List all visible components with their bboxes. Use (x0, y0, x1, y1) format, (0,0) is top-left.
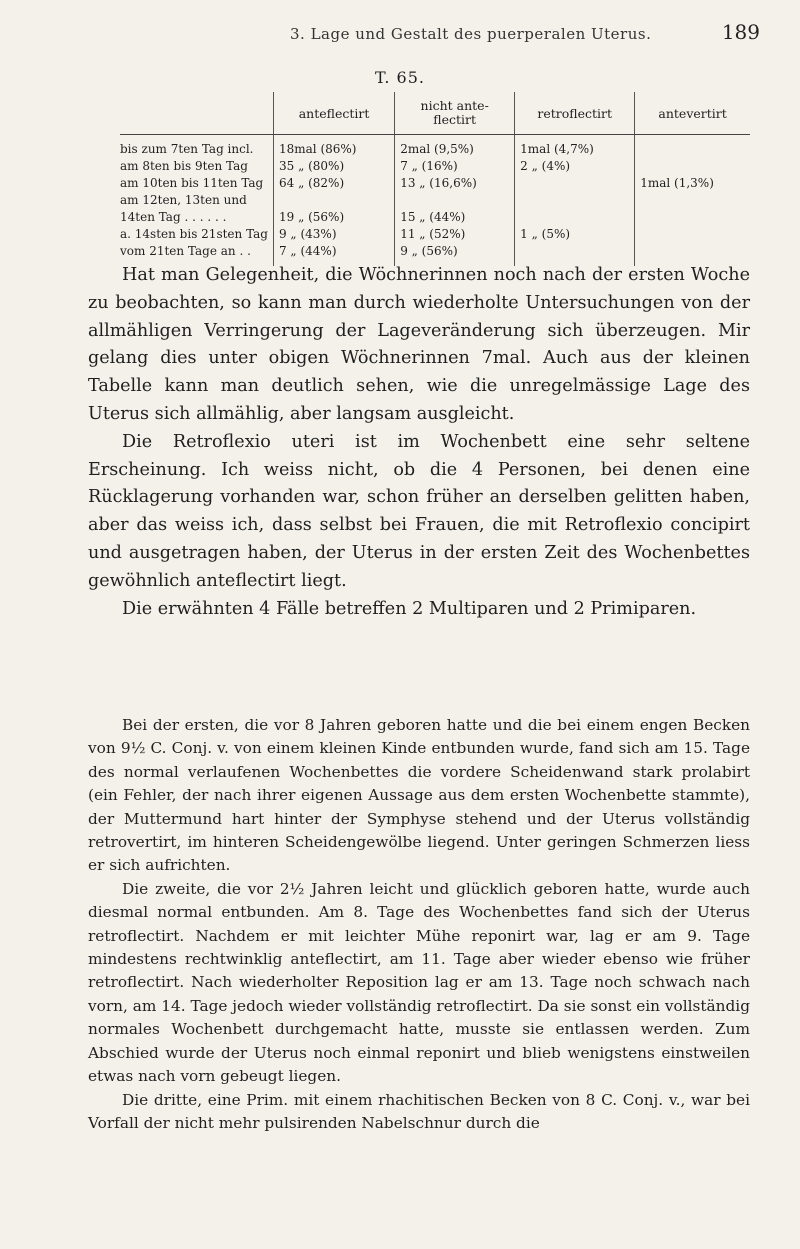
row-label: a. 14sten bis 21sten Tag (120, 227, 268, 241)
row-labels-cell (120, 135, 273, 267)
antevertirt-cell (635, 135, 750, 267)
retroflectirt-cell (515, 135, 635, 267)
table-value: 13 „ (16,6%) (400, 176, 477, 190)
col-header-nicht-anteflectirt: nicht ante- flectirt (395, 92, 515, 135)
table-body-row (120, 135, 750, 267)
row-label: vom 21ten Tage an . . (120, 244, 251, 258)
table-value: 1 „ (5%) (520, 227, 571, 241)
table-value: 1mal (4,7%) (520, 142, 594, 156)
table-value: 1mal (1,3%) (640, 176, 714, 190)
table-value: 9 „ (43%) (278, 227, 337, 241)
page-number: 189 (721, 20, 760, 44)
table-value: 15 „ (44%) (400, 210, 466, 224)
col-header-anteflectirt: anteflectirt (273, 92, 394, 135)
table-header-row (120, 92, 750, 135)
paragraph: Die erwähnten 4 Fälle betreffen 2 Multiparen und 2 Primiparen. (122, 598, 697, 619)
table-value: 64 „ (82%) (278, 176, 345, 190)
running-title: 3. Lage und Gestalt des puerperalen Uterus. (290, 25, 652, 43)
running-head (120, 20, 760, 44)
nicht-anteflectirt-cell (395, 135, 515, 267)
table-value: 35 „ (80%) (278, 159, 345, 173)
anteflectirt-cell (273, 135, 394, 267)
case-paragraph: Die dritte, eine Prim. mit einem rhachitischen Becken von 8 C. Conj. v., war bei Vorfall der nicht mehr pulsirenden Nabelschnur durch die (88, 1090, 750, 1132)
paragraph: Die Retroflexio uteri ist im Wochenbett eine sehr seltene Erscheinung. Ich weiss nicht, ob die 4 Personen, bei denen eine Rücklagerung vorhanden war, schon früher an derselben gelitten haben, aber das weiss ich, dass selbst bei Frauen, die mit Retroflexio concipirt und ausgetragen haben, der Uterus in der ersten Zeit des Wochenbettes gewöhnlich anteflectirt liegt. (88, 431, 750, 591)
table-value: 2 „ (4%) (520, 159, 571, 173)
case-descriptions (88, 714, 750, 1135)
row-label: am 10ten bis 11ten Tag (120, 176, 264, 190)
case-paragraph: Bei der ersten, die vor 8 Jahren geboren hatte und die bei einem engen Becken von 9½ C. Conj. v. von einem kleinen Kinde entbunden wurde, fand sich am 15. Tage des normal verlaufenen Wochenbettes die vordere Scheidenwand stark prolabirt (ein Fehler, der nach ihrer eigenen Aussage aus dem ersten Wochenbette stammte), der Muttermund hart hinter der Symphyse stehend und der Uterus vollständig retrovertirt, im hinteren Scheidengewölbe liegend. Unter geringen Schmerzen liess er sich aufrichten. (88, 716, 750, 875)
table-value: 18mal (86%) (278, 142, 357, 156)
case-paragraph: Die zweite, die vor 2½ Jahren leicht und glücklich geboren hatte, wurde auch diesmal normal entbunden. Am 8. Tage des Wochenbettes fand sich der Uterus retroflectirt. Nachdem er mit leichter Mühe reponirt war, lag er am 9. Tage mindestens rechtwinklig anteflectirt, am 11. Tage aber wieder ebenso wie früher retroflectirt. Nach wiederholter Reposition lag er am 13. Tage noch schwach nach vorn, am 14. Tage jedoch wieder vollständig retroflectirt. Da sie sonst ein vollständig normales Wochenbett durchgemacht hatte, musste sie entlassen werden. Zum Abschied wurde der Uterus noch einmal reponirt und blieb wenigstens einstweilen etwas nach vorn gebeugt liegen. (88, 879, 750, 1086)
table-value: 2mal (9,5%) (400, 142, 474, 156)
row-label: bis zum 7ten Tag incl. (120, 142, 254, 156)
table-value: 11 „ (52%) (400, 227, 466, 241)
data-table (120, 92, 750, 266)
table-value: 7 „ (44%) (278, 244, 337, 258)
header-blank (120, 92, 273, 135)
col-header-antevertirt: antevertirt (635, 92, 750, 135)
table-caption: T. 65. (375, 68, 425, 87)
row-label: am 8ten bis 9ten Tag (120, 159, 248, 173)
main-text (88, 262, 750, 623)
table-value: 19 „ (56%) (278, 210, 345, 224)
table-value: 7 „ (16%) (400, 159, 458, 173)
paragraph: Hat man Gelegenheit, die Wöchnerinnen noch nach der ersten Woche zu beobachten, so kann man durch wiederholte Untersuchungen von der allmähligen Verringerung der Lageveränderung sich überzeugen. Mir gelang dies unter obigen Wöchnerinnen 7mal. Auch aus der kleinen Tabelle kann man deutlich sehen, wie die unregelmässige Lage des Uterus sich allmählig, aber langsam ausgleicht. (88, 265, 750, 424)
row-label: am 12ten, 13ten und (120, 193, 247, 207)
col-header-retroflectirt: retroflectirt (515, 92, 635, 135)
table-value: 9 „ (56%) (400, 244, 458, 258)
row-label: 14ten Tag . . . . . . (120, 210, 227, 224)
